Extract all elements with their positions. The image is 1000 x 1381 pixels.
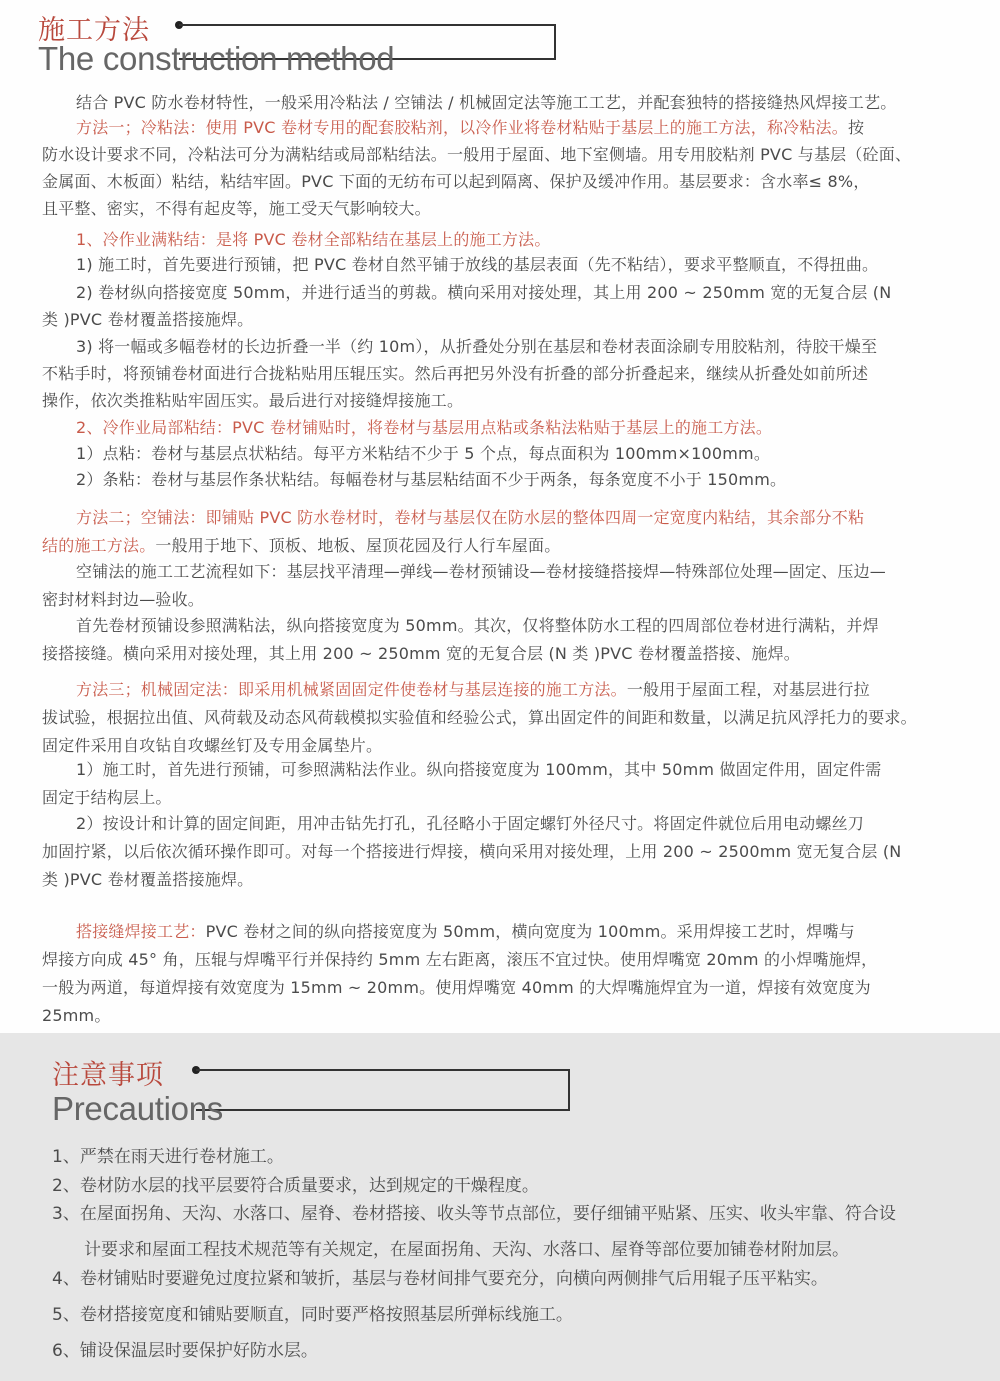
body-text: 类 )PVC 卷材覆盖搭接施焊。 xyxy=(42,310,254,329)
paragraph-line xyxy=(42,310,253,330)
precaution-item: 2、卷材防水层的找平层要符合质量要求，达到规定的干燥程度。 xyxy=(52,1176,539,1196)
body-text: 密封材料封边—验收。 xyxy=(42,590,205,609)
precaution-item: 1、严禁在雨天进行卷材施工。 xyxy=(52,1147,284,1167)
precaution-item: 4、卷材铺贴时要避免过度拉紧和皱折，基层与卷材间排气要充分，向横向两侧排气后用辊子压平粘实。 xyxy=(52,1269,828,1289)
body-text: 一般用于地下、顶板、地板、屋顶花园及行人行车屋面。 xyxy=(155,536,561,555)
highlight-text: 搭接缝焊接工艺： xyxy=(76,922,206,941)
body-text: 拔试验，根据拉出值、风荷载及动态风荷载模拟实验值和经验公式，算出固定件的间距和数量，以满足抗风浮托力的要求。 xyxy=(42,708,917,727)
precautions-section xyxy=(0,1033,1000,1381)
highlight-text: 2、冷作业局部粘结：PVC 卷材铺贴时，将卷材与基层用点粘或条粘法粘贴于基层上的施工方法。 xyxy=(76,418,773,437)
body-text: 金属面、木板面）粘结，粘结牢固。PVC 下面的无纺布可以起到隔离、保护及缓冲作用。基层要求：含水率≤ 8%， xyxy=(42,172,870,191)
body-text: 2) 卷材纵向搭接宽度 50mm，并进行适当的剪裁。横向采用对接处理，其上用 200 ~ 250mm 宽的无复合层 (N xyxy=(76,283,892,302)
construction-title-en: The construction method xyxy=(38,40,395,77)
paragraph-line xyxy=(42,842,901,862)
body-text: 1）点粘：卷材与基层点状粘结。每平方米粘结不少于 5 个点，每点面积为 100mm×100mm。 xyxy=(76,444,771,463)
paragraph-line xyxy=(42,978,871,998)
body-text: 25mm。 xyxy=(42,1006,111,1025)
paragraph-line xyxy=(76,418,772,438)
paragraph-line xyxy=(42,172,870,192)
body-text: 操作，依次类推粘贴牢固压实。最后进行对接缝焊接施工。 xyxy=(42,391,464,410)
body-text: 固定于结构层上。 xyxy=(42,788,172,807)
paragraph-line xyxy=(76,814,864,834)
precaution-item: 6、铺设保温层时要保护好防水层。 xyxy=(52,1341,318,1361)
body-text: 2）按设计和计算的固定间距，用冲击钻先打孔，孔径略小于固定螺钉外径尺寸。将固定件就位后用电动螺丝刀 xyxy=(76,814,864,833)
paragraph-line xyxy=(42,644,800,664)
paragraph-line xyxy=(76,118,864,138)
highlight-text: 1、冷作业满粘结：是将 PVC 卷材全部粘结在基层上的施工方法。 xyxy=(76,230,551,249)
body-text: 2）条粘：卷材与基层作条状粘结。每幅卷材与基层粘结面不少于两条，每条宽度不小于 150mm。 xyxy=(76,470,787,489)
body-text: PVC 卷材之间的纵向搭接宽度为 50mm，横向宽度为 100mm。采用焊接工艺时，焊嘴与 xyxy=(205,922,855,941)
paragraph-line xyxy=(42,950,877,970)
paragraph-line xyxy=(42,145,911,165)
paragraph-line xyxy=(76,922,855,942)
paragraph-line xyxy=(76,470,786,490)
body-text: 类 )PVC 卷材覆盖搭接施焊。 xyxy=(42,870,254,889)
body-text: 一般用于屋面工程，对基层进行拉 xyxy=(626,680,870,699)
body-text: 固定件采用自攻钻自攻螺丝钉及专用金属垫片。 xyxy=(42,736,383,755)
paragraph-line xyxy=(42,708,917,728)
paragraph-line xyxy=(76,93,896,113)
body-text: 1) 施工时，首先要进行预铺，把 PVC 卷材自然平铺于放线的基层表面（先不粘结），要求平整顺直，不得扭曲。 xyxy=(76,255,879,274)
construction-title-cn: 施工方法 xyxy=(38,15,150,46)
paragraph-line xyxy=(42,364,868,384)
paragraph-line xyxy=(42,1006,111,1026)
paragraph-line xyxy=(76,508,864,528)
paragraph-line xyxy=(76,562,886,582)
body-text: 首先卷材预铺设参照满粘法，纵向搭接宽度为 50mm。其次，仅将整体防水工程的四周部位卷材进行满粘，并焊 xyxy=(76,616,879,635)
body-text: 按 xyxy=(847,118,865,137)
body-text: 防水设计要求不同，冷粘法可分为满粘结或局部粘结法。一般用于屋面、地下室侧墙。用专用胶粘剂 PVC 与基层（砼面、 xyxy=(42,145,912,164)
paragraph-line xyxy=(76,255,878,275)
paragraph-line xyxy=(42,788,172,808)
paragraph-line xyxy=(76,283,891,303)
body-text: 1）施工时，首先进行预铺，可参照满粘法作业。纵向搭接宽度为 100mm，其中 50mm 做固定件用，固定件需 xyxy=(76,760,882,779)
body-text: 接搭接缝。横向采用对接处理，其上用 200 ~ 250mm 宽的无复合层 (N 类 )PVC 卷材覆盖搭接、施焊。 xyxy=(42,644,800,663)
precautions-title-cn: 注意事项 xyxy=(52,1060,164,1091)
paragraph-line xyxy=(42,391,463,411)
body-text: 焊接方向成 45° 角，压辊与焊嘴平行并保持约 5mm 左右距离，滚压不宜过快。使用焊嘴宽 20mm 的小焊嘴施焊， xyxy=(42,950,878,969)
precaution-item: 5、卷材搭接宽度和铺贴要顺直，同时要严格按照基层所弹标线施工。 xyxy=(52,1305,573,1325)
body-text: 加固拧紧，以后依次循环操作即可。对每一个搭接进行焊接，横向采用对接处理，上用 200 ~ 2500mm 宽无复合层 (N xyxy=(42,842,902,861)
paragraph-line xyxy=(42,870,253,890)
highlight-text: 方法一；冷粘法：使用 PVC 卷材专用的配套胶粘剂，以冷作业将卷材粘贴于基层上的施工方法，称冷粘法。 xyxy=(76,118,848,137)
paragraph-line xyxy=(76,760,881,780)
heading-underline xyxy=(248,1109,570,1111)
body-text: 空铺法的施工工艺流程如下：基层找平清理—弹线—卷材预铺设—卷材接缝搭接焊—特殊部位处理—固定、压边— xyxy=(76,562,887,581)
body-text: 且平整、密实，不得有起皮等，施工受天气影响较大。 xyxy=(42,199,431,218)
paragraph-line xyxy=(76,230,551,250)
heading-underline xyxy=(418,58,556,60)
paragraph-line xyxy=(76,337,877,357)
highlight-text: 方法二；空铺法：即铺贴 PVC 防水卷材时，卷材与基层仅在防水层的整体四周一定宽度内粘结，其余部分不粘 xyxy=(76,508,865,527)
paragraph-line xyxy=(42,590,204,610)
body-text: 结合 PVC 防水卷材特性，一般采用冷粘法 / 空铺法 / 机械固定法等施工工艺，并配套独特的搭接缝热风焊接工艺。 xyxy=(76,93,897,112)
highlight-text: 结的施工方法。 xyxy=(42,536,156,555)
heading-bracket-line xyxy=(196,1069,570,1111)
paragraph-line xyxy=(76,444,770,464)
precautions-title-en: Precautions xyxy=(52,1090,223,1127)
paragraph-line xyxy=(42,736,382,756)
paragraph-line xyxy=(76,616,879,636)
body-text: 不粘手时，将预铺卷材面进行合拢粘贴用压辊压实。然后再把另外没有折叠的部分折叠起来，继续从折叠处如前所述 xyxy=(42,364,869,383)
paragraph-line xyxy=(42,536,560,556)
precaution-item: 3、在屋面拐角、天沟、水落口、屋脊、卷材搭接、收头等节点部位，要仔细铺平贴紧、压实、收头牢靠、符合设 xyxy=(52,1204,896,1224)
body-text: 一般为两道，每道焊接有效宽度为 15mm ~ 20mm。使用焊嘴宽 40mm 的大焊嘴施焊宜为一道，焊接有效宽度为 xyxy=(42,978,871,997)
precaution-item: 计要求和屋面工程技术规范等有关规定，在屋面拐角、天沟、水落口、屋脊等部位要加铺卷材附加层。 xyxy=(84,1240,849,1260)
paragraph-line xyxy=(42,199,431,219)
highlight-text: 方法三；机械固定法：即采用机械紧固固定件使卷材与基层连接的施工方法。 xyxy=(76,680,627,699)
body-text: 3) 将一幅或多幅卷材的长边折叠一半（约 10m），从折叠处分别在基层和卷材表面涂刷专用胶粘剂，待胶干燥至 xyxy=(76,337,878,356)
paragraph-line xyxy=(76,680,870,700)
